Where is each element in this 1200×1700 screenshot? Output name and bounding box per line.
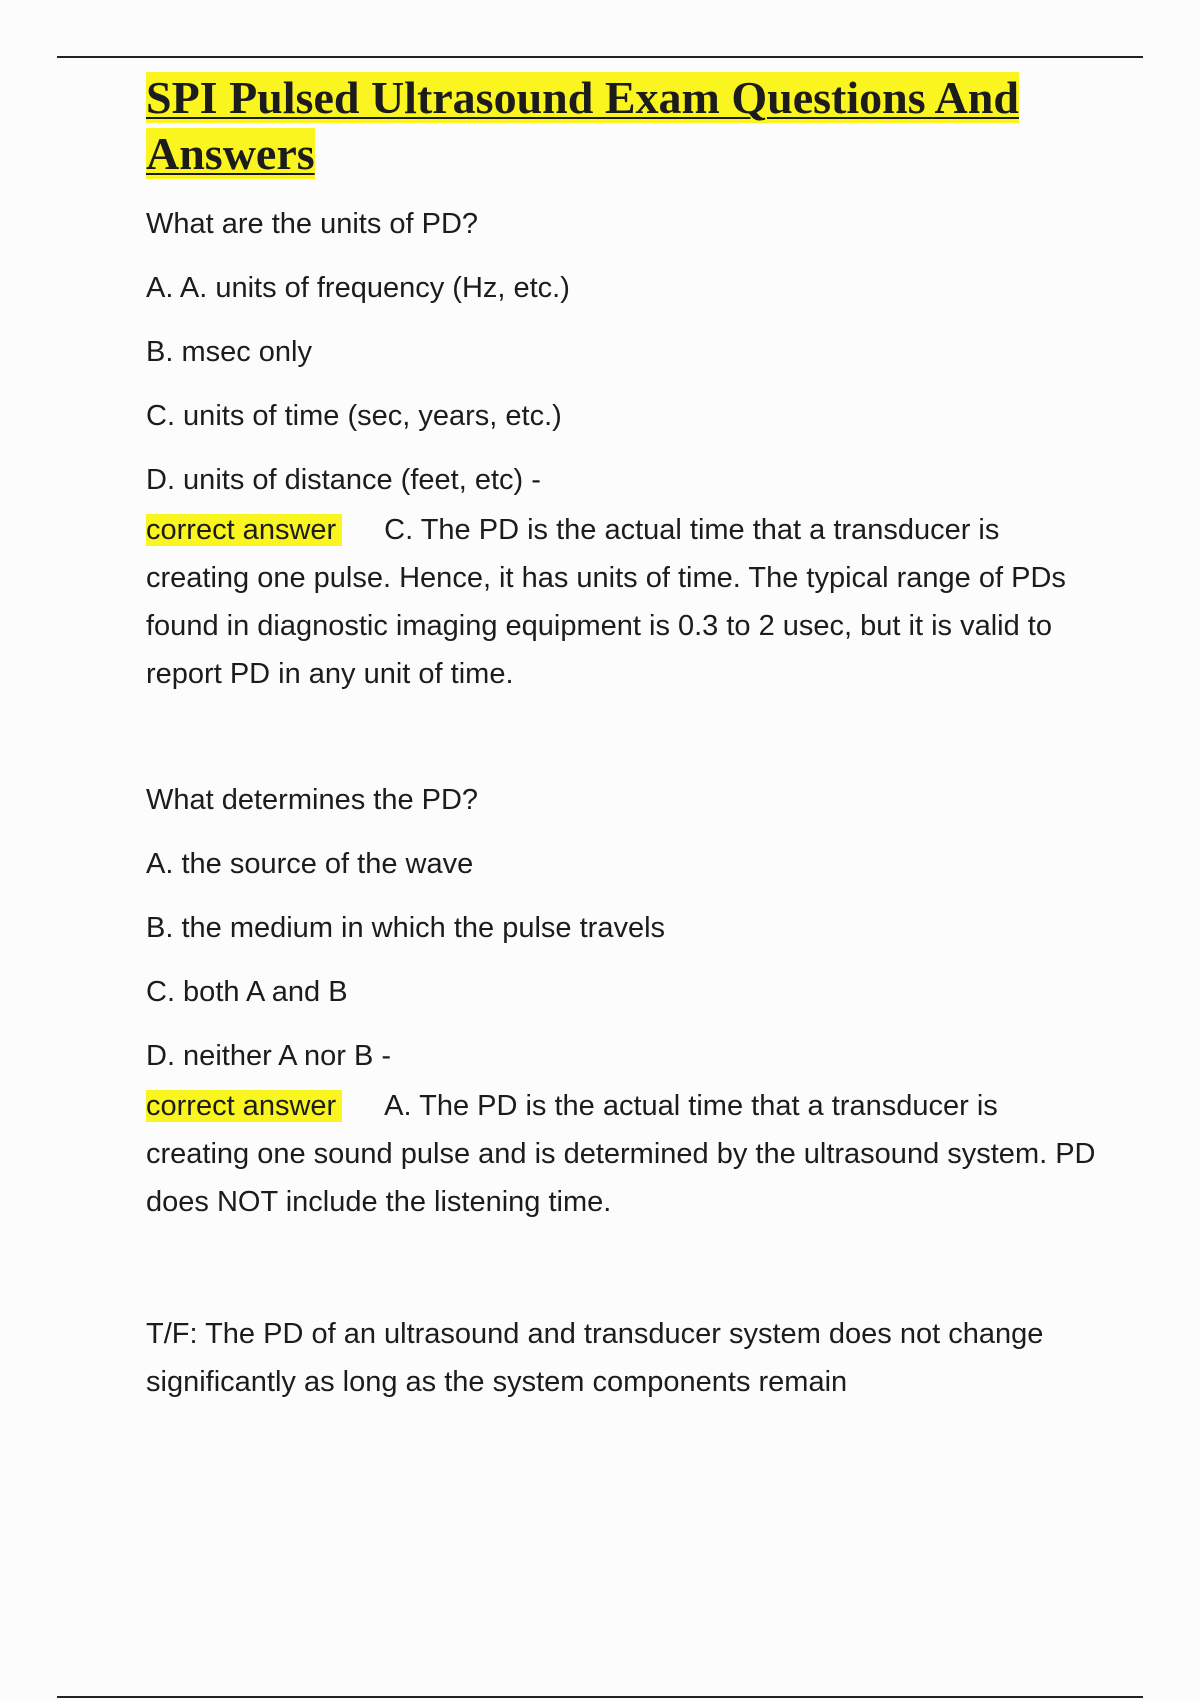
spacer xyxy=(146,1226,1106,1310)
question-text: What determines the PD? xyxy=(146,784,479,816)
option-b: B. the medium in which the pulse travels xyxy=(146,912,666,944)
option-c: C. both A and B xyxy=(146,976,348,1008)
bottom-rule xyxy=(57,1696,1143,1698)
option-a: A. A. units of frequency (Hz, etc.) xyxy=(146,272,570,304)
document-title: SPI Pulsed Ultrasound Exam Questions And Answers xyxy=(146,72,1019,179)
correct-answer-label: correct answer xyxy=(146,1090,342,1122)
question-block-3 xyxy=(146,1310,1106,1406)
document-body xyxy=(146,70,1106,1406)
question-text: T/F: The PD of an ultrasound and transducer system does not change significantly as long as the system components remain xyxy=(146,1318,1044,1398)
answer-explanation xyxy=(146,506,1106,698)
answer-text: A. The PD is the actual time that a transducer is creating one sound pulse and is determined by the ultrasound system. PD does NOT include the listening time. xyxy=(146,1090,1096,1218)
top-rule xyxy=(57,56,1143,58)
spacer xyxy=(146,698,1106,782)
correct-answer-label: correct answer xyxy=(146,514,342,546)
answer-text: C. The PD is the actual time that a transducer is creating one pulse. Hence, it has units of time. The typical range of PDs found in diagnostic imaging equipment is 0.3 to 2 usec, but it is valid to report PD in any unit of time. xyxy=(146,514,1066,690)
question-text: What are the units of PD? xyxy=(146,208,479,240)
option-d: D. units of distance (feet, etc) - xyxy=(146,464,541,496)
option-a: A. the source of the wave xyxy=(146,848,474,880)
option-b: B. msec only xyxy=(146,336,312,368)
question-block-1 xyxy=(146,206,1106,698)
option-c: C. units of time (sec, years, etc.) xyxy=(146,400,562,432)
answer-explanation xyxy=(146,1082,1106,1226)
option-d: D. neither A nor B - xyxy=(146,1040,392,1072)
question-block-2 xyxy=(146,782,1106,1226)
